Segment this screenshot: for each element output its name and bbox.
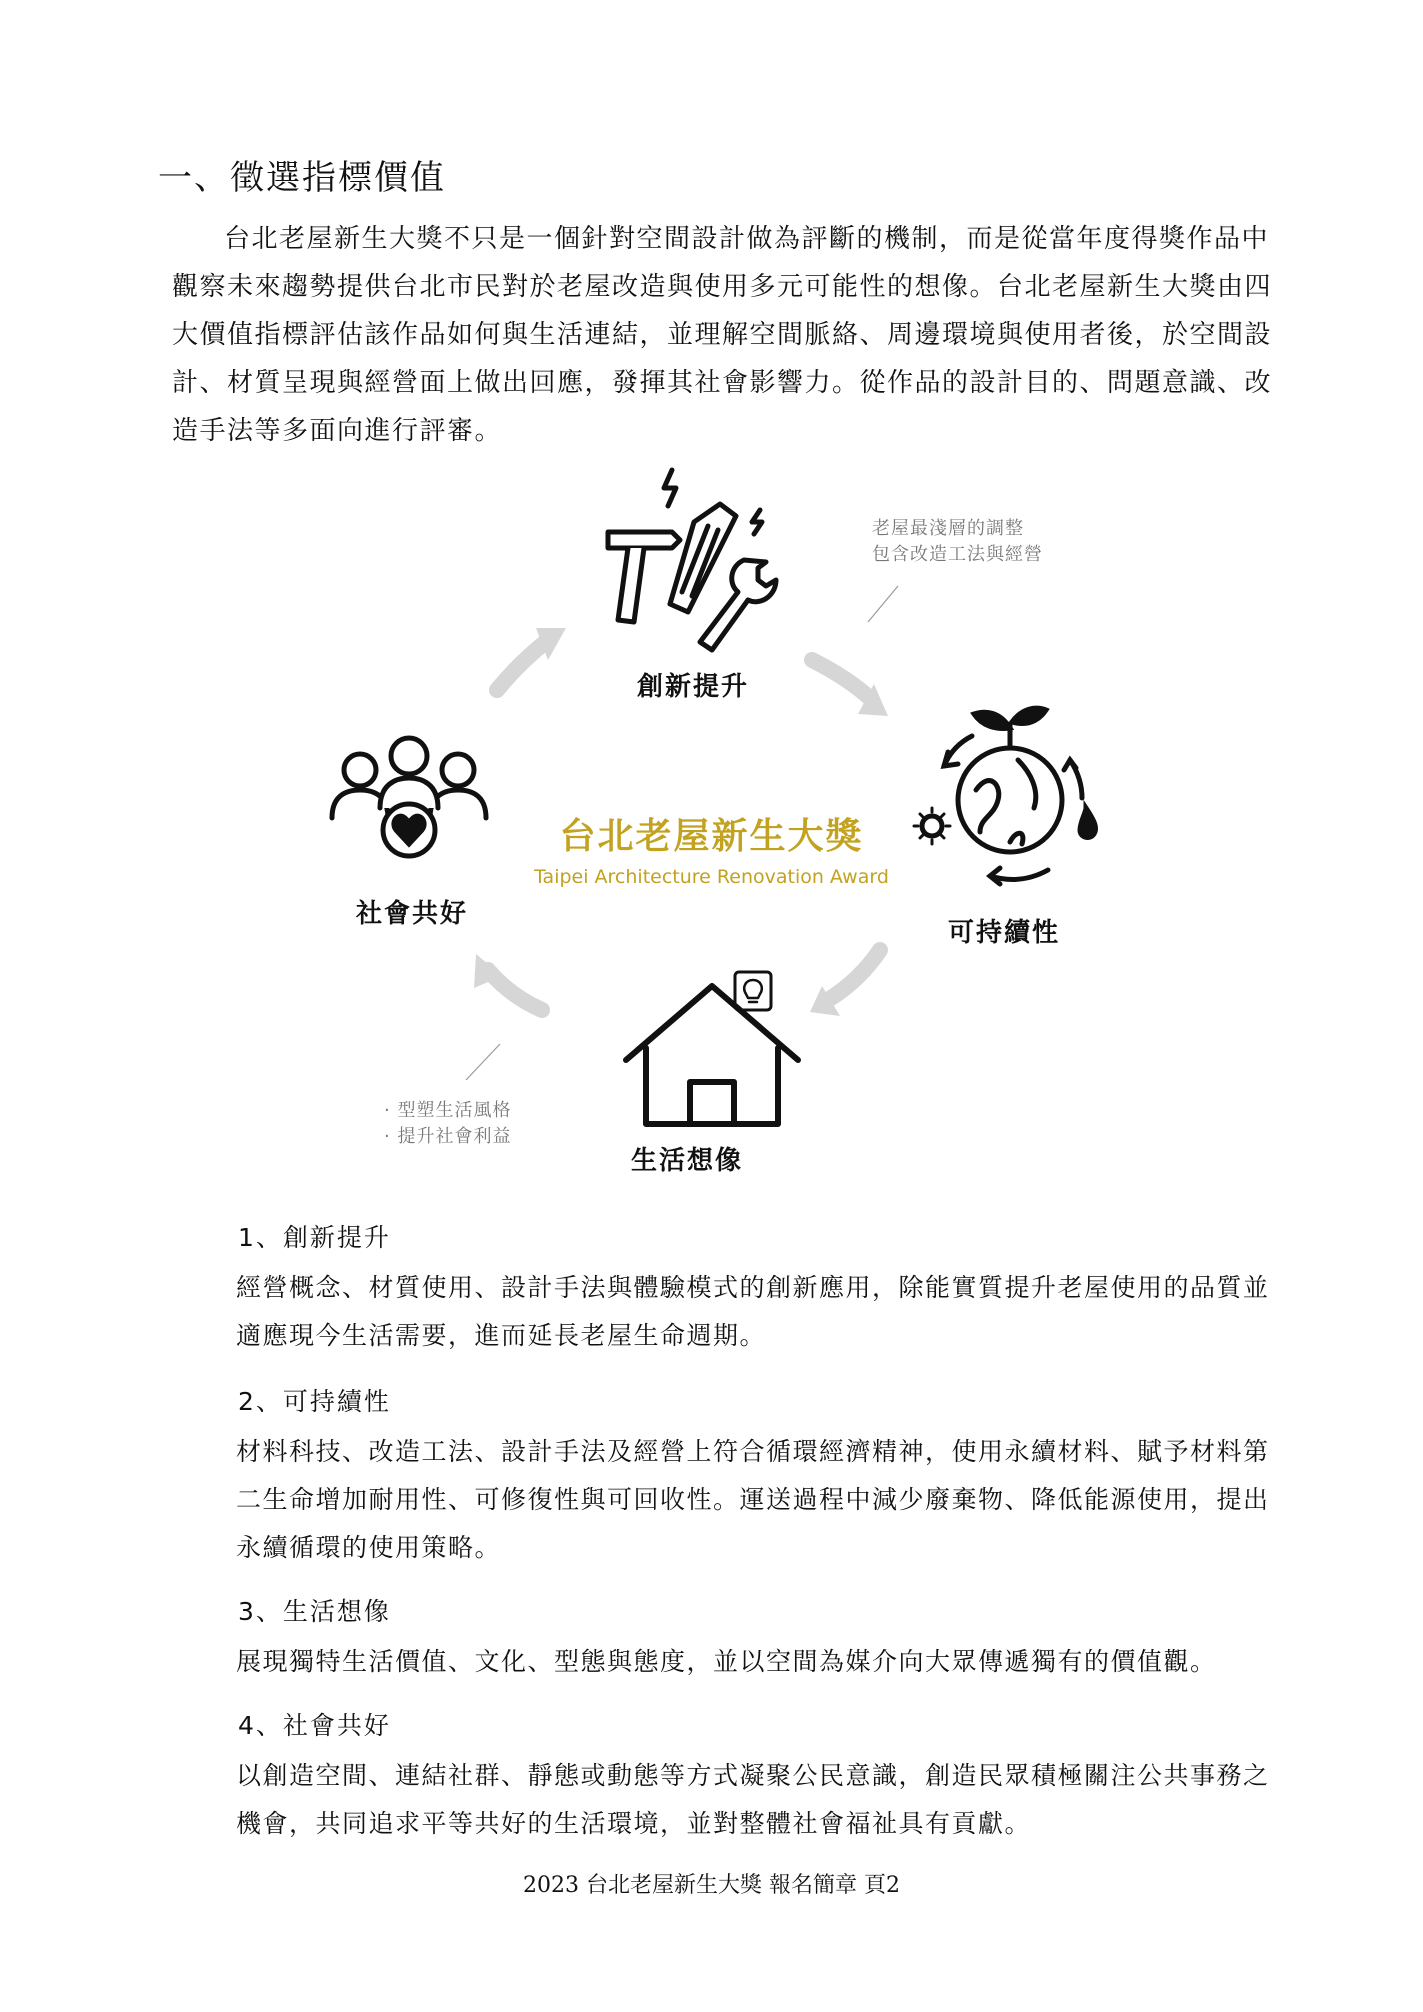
section-title: 一、徵選指標價值 <box>158 158 446 198</box>
criterion-body-3: 展現獨特生活價值、文化、型態與態度，並以空間為媒介向大眾傳遞獨有的價值觀。 <box>236 1647 1217 1676</box>
criterion-heading-3: 3、生活想像 <box>238 1597 391 1626</box>
annotation-top-line-1: 老屋最淺層的調整 <box>872 518 1024 539</box>
node-label-life-imagination: 生活想像 <box>631 1146 744 1176</box>
criterion-heading-2: 2、可持續性 <box>238 1387 391 1416</box>
node-label-sustainability: 可持續性 <box>948 918 1061 948</box>
criterion-body-1: 經營概念、材質使用、設計手法與體驗模式的創新應用，除能實質提升老屋使用的品質並適應現今生活需要，進而延長老屋生命週期。 <box>236 1273 1270 1350</box>
award-title: 台北老屋新生大獎 <box>559 816 864 857</box>
criterion-heading-1: 1、創新提升 <box>238 1223 391 1252</box>
arrow-top-to-right <box>812 660 872 700</box>
annotation-bottom <box>384 1098 511 1150</box>
tools-icon <box>608 470 776 650</box>
annotation-bottom-line <box>466 1044 500 1080</box>
annotation-bottom-line-2: · 提升社會利益 <box>384 1126 512 1147</box>
node-label-innovation: 創新提升 <box>637 672 750 702</box>
criterion-body-2: 材料科技、改造工法、設計手法及經營上符合循環經濟精神，使用永續材料、賦予材料第二生命增加耐用性、可修復性與可回收性。運送過程中減少廢棄物、降低能源使用，提出永續循環的使用策略。 <box>236 1437 1270 1562</box>
annotation-bottom-line-1: · 型塑生活風格 <box>384 1100 512 1121</box>
node-label-social-good: 社會共好 <box>356 899 469 929</box>
annotation-top-line-2: 包含改造工法與經營 <box>872 544 1043 565</box>
annotation-top-line <box>868 586 898 622</box>
page-footer: 2023 台北老屋新生大獎 報名簡章 頁2 <box>523 1873 900 1898</box>
intro-text: 台北老屋新生大獎不只是一個針對空間設計做為評斷的機制，而是從當年度得獎作品中觀察未來趨勢提供台北市民對於老屋改造與使用多元可能性的想像。台北老屋新生大獎由四大價值指標評估該作品如何與生活連結，並理解空間脈絡、周邊環境與使用者後，於空間設計、材質呈現與經營面上做出回應，發揮其社會影響力。從作品的設計目的、問題意識、改造手法等多面向進行評審。 <box>172 224 1273 446</box>
arrow-right-to-bottom <box>828 950 880 1000</box>
award-subtitle: Taipei Architecture Renovation Award <box>534 866 889 888</box>
criterion-body-4: 以創造空間、連結社群、靜態或動態等方式凝聚公民意識，創造民眾積極關注公共事務之機會，共同追求平等共好的生活環境，並對整體社會福祉具有貢獻。 <box>236 1761 1270 1838</box>
arrow-left-to-top <box>497 640 548 690</box>
annotation-top <box>872 516 1043 568</box>
house-lightbulb-icon <box>626 972 798 1124</box>
criterion-heading-4: 4、社會共好 <box>238 1711 391 1740</box>
